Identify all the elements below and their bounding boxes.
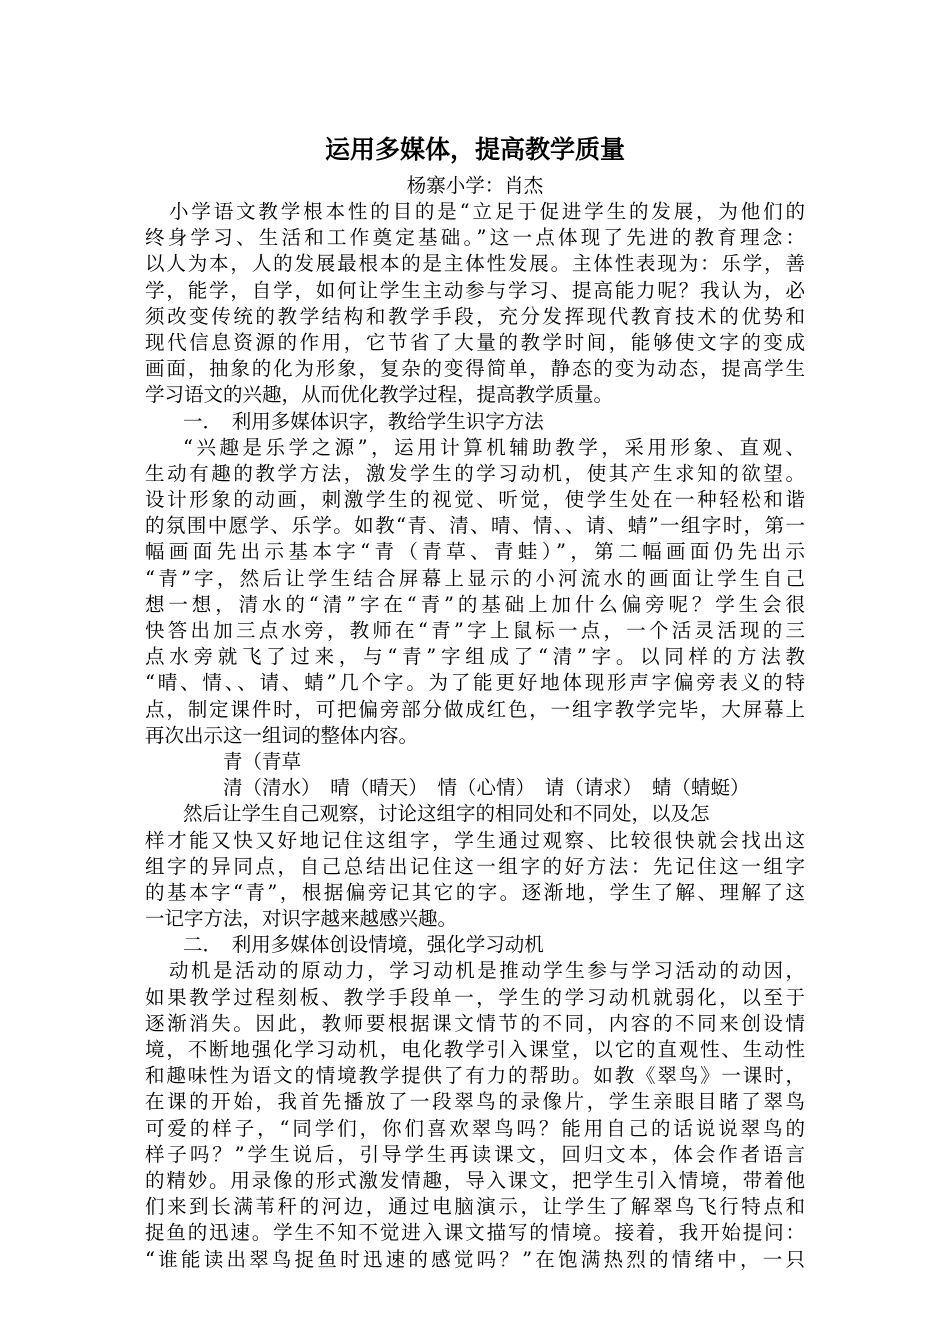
text-line: 样子吗？”学生说后，引导学生再读课文，回归文本，体会作者语言: [145, 1142, 805, 1166]
text-line: 的基本字“青”，根据偏旁记其它的字。逐渐地，学生了解、理解了这: [145, 880, 805, 904]
text-line: 学习语文的兴趣，从而优化教学过程，提高教学质量。: [145, 383, 614, 407]
text-line: “兴趣是乐学之源”，运用计算机辅助教学，采用形象、直观、: [183, 435, 805, 459]
text-line: 点水旁就飞了过来，与“青”字组成了“清”字。以同样的方法教: [145, 645, 805, 669]
text-line: 清（清水） 晴（晴天） 情（心情） 请（请求） 蜻（蜻蜓）: [223, 776, 750, 800]
text-line: 须改变传统的教学结构和教学手段，充分发挥现代教育技术的优势和: [145, 304, 805, 328]
text-line: 生动有趣的教学方法，激发学生的学习动机，使其产生求知的欲望。: [145, 461, 805, 485]
text-line: 幅画面先出示基本字“青（青草、青蛙）”，第二幅画面仍先出示: [145, 540, 805, 564]
document-author: 杨寨小学：肖杰: [406, 174, 544, 197]
text-line: 二． 利用多媒体创设情境，强化学习动机: [183, 933, 544, 957]
text-line: “青”字，然后让学生结合屏幕上显示的小河流水的画面让学生自己: [145, 566, 805, 590]
text-line: 如果教学过程刻板、教学手段单一，学生的学习动机就弱化，以至于: [145, 985, 805, 1009]
text-line: “谁能读出翠鸟捉鱼时迅速的感觉吗？”在饱满热烈的情绪中，一只: [145, 1247, 805, 1271]
text-line: 设计形象的动画，刺激学生的视觉、听觉，使学生处在一种轻松和谐: [145, 488, 805, 512]
text-line: 逐渐消失。因此，教师要根据课文情节的不同，内容的不同来创设情: [145, 1011, 805, 1035]
text-line: 想一想，清水的“清”字在“青”的基础上加什么偏旁呢？学生会很: [145, 592, 805, 616]
text-line: 们来到长满苇秆的河边，通过电脑演示，让学生了解翠鸟飞行特点和: [145, 1195, 805, 1219]
text-line: 在课的开始，我首先播放了一段翠鸟的录像片，学生亲眼目睹了翠鸟: [145, 1090, 805, 1114]
text-line: 再次出示这一组词的整体内容。: [145, 723, 419, 747]
text-line: 一记字方法，对识字越来越感兴趣。: [145, 907, 458, 931]
text-line: “晴、情、、请、蜻”几个字。为了能更好地体现形声字偏旁表义的特: [145, 671, 805, 695]
text-line: 组字的异同点，自己总结出记住这一组字的好方法：先记住这一组字: [145, 854, 805, 878]
text-line: 画面，抽象的化为形象，复杂的变得简单，静态的变为动态，提高学生: [145, 357, 805, 381]
text-line: 以人为本，人的发展最根本的是主体性发展。主体性表现为：乐学，善: [145, 252, 805, 276]
text-line: 的氛围中愿学、乐学。如教“青、清、晴、情、、请、蜻”一组字时，第一: [145, 514, 805, 538]
text-line: 动机是活动的原动力，学习动机是推动学生参与学习活动的动因，: [169, 959, 805, 983]
text-line: 点，制定课件时，可把偏旁部分做成红色，一组字教学完毕，大屏幕上: [145, 697, 805, 721]
text-line: 的精妙。用录像的形式激发情趣，导入课文，把学生引入情境，带着他: [145, 1168, 805, 1192]
text-line: 境，不断地强化学习动机，电化教学引入课堂，以它的直观性、生动性: [145, 1038, 805, 1061]
text-line: 一． 利用多媒体识字，教给学生识字方法: [183, 409, 544, 433]
text-line: 现代信息资源的作用，它节省了大量的教学时间，能够使文字的变成: [145, 330, 805, 354]
text-line: 终身学习、生活和工作奠定基础。”这一点体现了先进的教育理念：: [145, 226, 805, 250]
text-line: 然后让学生自己观察，讨论这组字的相同处和不同处，以及怎: [183, 802, 710, 826]
text-line: 可爱的样子，“同学们，你们喜欢翠鸟吗？能用自己的话说说翠鸟的: [145, 1116, 805, 1140]
text-line: 和趣味性为语文的情境教学提供了有力的帮助。如教《翠鸟》一课时，: [145, 1064, 805, 1088]
text-line: 样才能又快又好地记住这组字，学生通过观察、比较很快就会找出这: [145, 828, 805, 852]
text-line: 捉鱼的迅速。学生不知不觉进入课文描写的情境。接着，我开始提问：: [145, 1221, 805, 1245]
document-title: 运用多媒体，提高教学质量: [324, 135, 625, 164]
document-body: [145, 199, 805, 1273]
text-line: 学，能学，自学，如何让学生主动参与学习、提高能力呢？我认为，必: [145, 278, 805, 302]
text-line: 小学语文教学根本性的目的是“立足于促进学生的发展，为他们的: [169, 200, 805, 223]
text-line: 快答出加三点水旁，教师在“青”字上鼠标一点，一个活灵活现的三: [145, 619, 805, 642]
text-line: 青（青草: [223, 749, 302, 773]
